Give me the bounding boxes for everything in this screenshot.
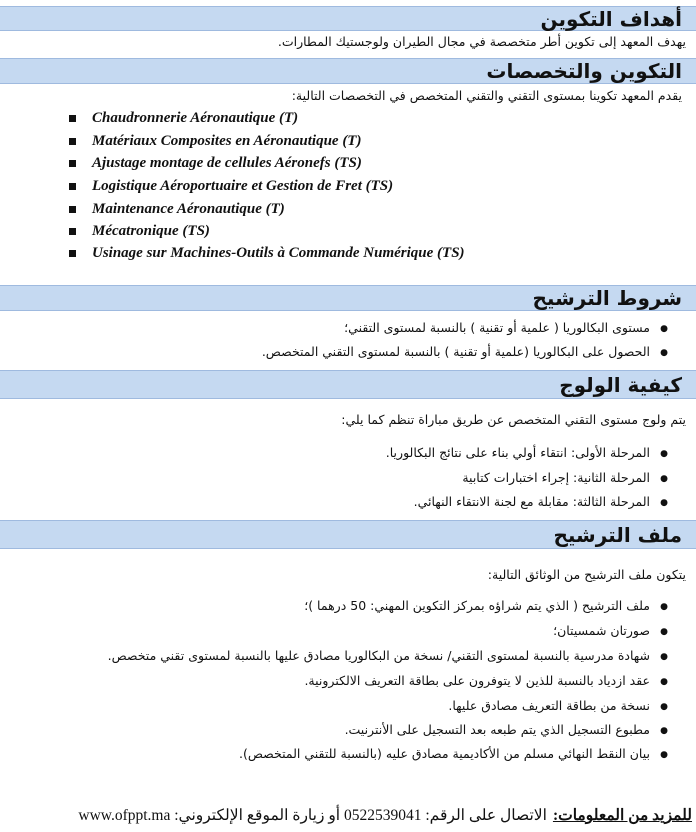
access-step: المرحلة الأولى: انتقاء أولي بناء على نتائج البكالوريا. ● xyxy=(386,445,650,460)
section-title: كيفية الولوج xyxy=(559,372,682,397)
specialty-item: Matériaux Composites en Aéronautique (T) xyxy=(92,133,362,149)
file-document-item: عقد ازدياد بالنسبة للذين لا يتوفرون على بطاقة التعريف الالكترونية. ● xyxy=(304,673,650,688)
file-document-item: ملف الترشيح ( الذي يتم شراؤه بمركز التكوين المهني: 50 درهما )؛ ● xyxy=(304,598,650,613)
specialty-item: Usinage sur Machines-Outils à Commande Numérique (TS) xyxy=(92,245,465,261)
access-intro: يتم ولوج مستوى التقني المتخصص عن طريق مباراة تنظم كما يلي: xyxy=(341,412,686,427)
section-header-goals xyxy=(0,6,696,31)
condition-item: الحصول على البكالوريا (علمية أو تقنية ) بالنسبة لمستوى التقني المتخصص. ● xyxy=(262,344,650,359)
section-title: شروط الترشيح xyxy=(532,286,682,310)
section-title: التكوين والتخصصات xyxy=(486,59,682,83)
section-header-training xyxy=(0,58,696,84)
access-step: المرحلة الثالثة: مقابلة مع لجنة الانتقاء النهائي. ● xyxy=(414,494,650,509)
specialty-item: Maintenance Aéronautique (T) xyxy=(92,201,285,217)
file-document-item: شهادة مدرسية بالنسبة لمستوى التقني/ نسخة من البكالوريا مصادق عليها بالنسبة لمستوى تقني متخصص. ● xyxy=(108,648,650,663)
section-header-file xyxy=(0,520,696,549)
specialty-item: Chaudronnerie Aéronautique (T) xyxy=(92,110,299,126)
section-header-conditions xyxy=(0,285,696,311)
footer-label: للمزيد من المعلومات: xyxy=(552,807,692,824)
file-intro: يتكون ملف الترشيح من الوثائق التالية: xyxy=(487,567,686,582)
section-title: أهداف التكوين xyxy=(540,6,682,31)
specialty-item: Ajustage montage de cellules Aéronefs (TS) xyxy=(92,155,362,171)
footer-contact xyxy=(78,806,692,825)
training-intro: يقدم المعهد تكوينا بمستوى التقني والتقني المتخصص في التخصصات التالية: xyxy=(291,88,682,103)
access-step: المرحلة الثانية: إجراء اختبارات كتابية ● xyxy=(462,470,650,485)
file-document-item: مطبوع التسجيل الذي يتم طبعه بعد التسجيل على الأنترنيت. ● xyxy=(345,722,650,737)
section-title: ملف الترشيح xyxy=(553,522,682,547)
specialty-item: Logistique Aéroportuaire et Gestion de Fret (TS) xyxy=(92,178,394,194)
file-document-item: صورتان شمسيتان؛ ● xyxy=(553,623,650,638)
specialty-item: Mécatronique (TS) xyxy=(92,223,210,239)
condition-item: مستوى البكالوريا ( علمية أو تقنية ) بالنسبة لمستوى التقني؛ ● xyxy=(344,320,650,335)
goals-text: يهدف المعهد إلى تكوين أطر متخصصة في مجال الطيران ولوجستيك المطارات. xyxy=(277,34,686,49)
file-document-item: نسخة من بطاقة التعريف مصادق عليها. ● xyxy=(448,698,650,713)
file-document-item: بيان النقط النهائي مسلم من الأكاديمية مصادق عليه (بالنسبة للتقني المتخصص). ● xyxy=(239,746,650,761)
footer-contact-text: الاتصال على الرقم: 0522539041 أو زيارة الموقع الإلكتروني: www.ofppt.ma xyxy=(78,807,547,824)
section-header-access xyxy=(0,370,696,399)
